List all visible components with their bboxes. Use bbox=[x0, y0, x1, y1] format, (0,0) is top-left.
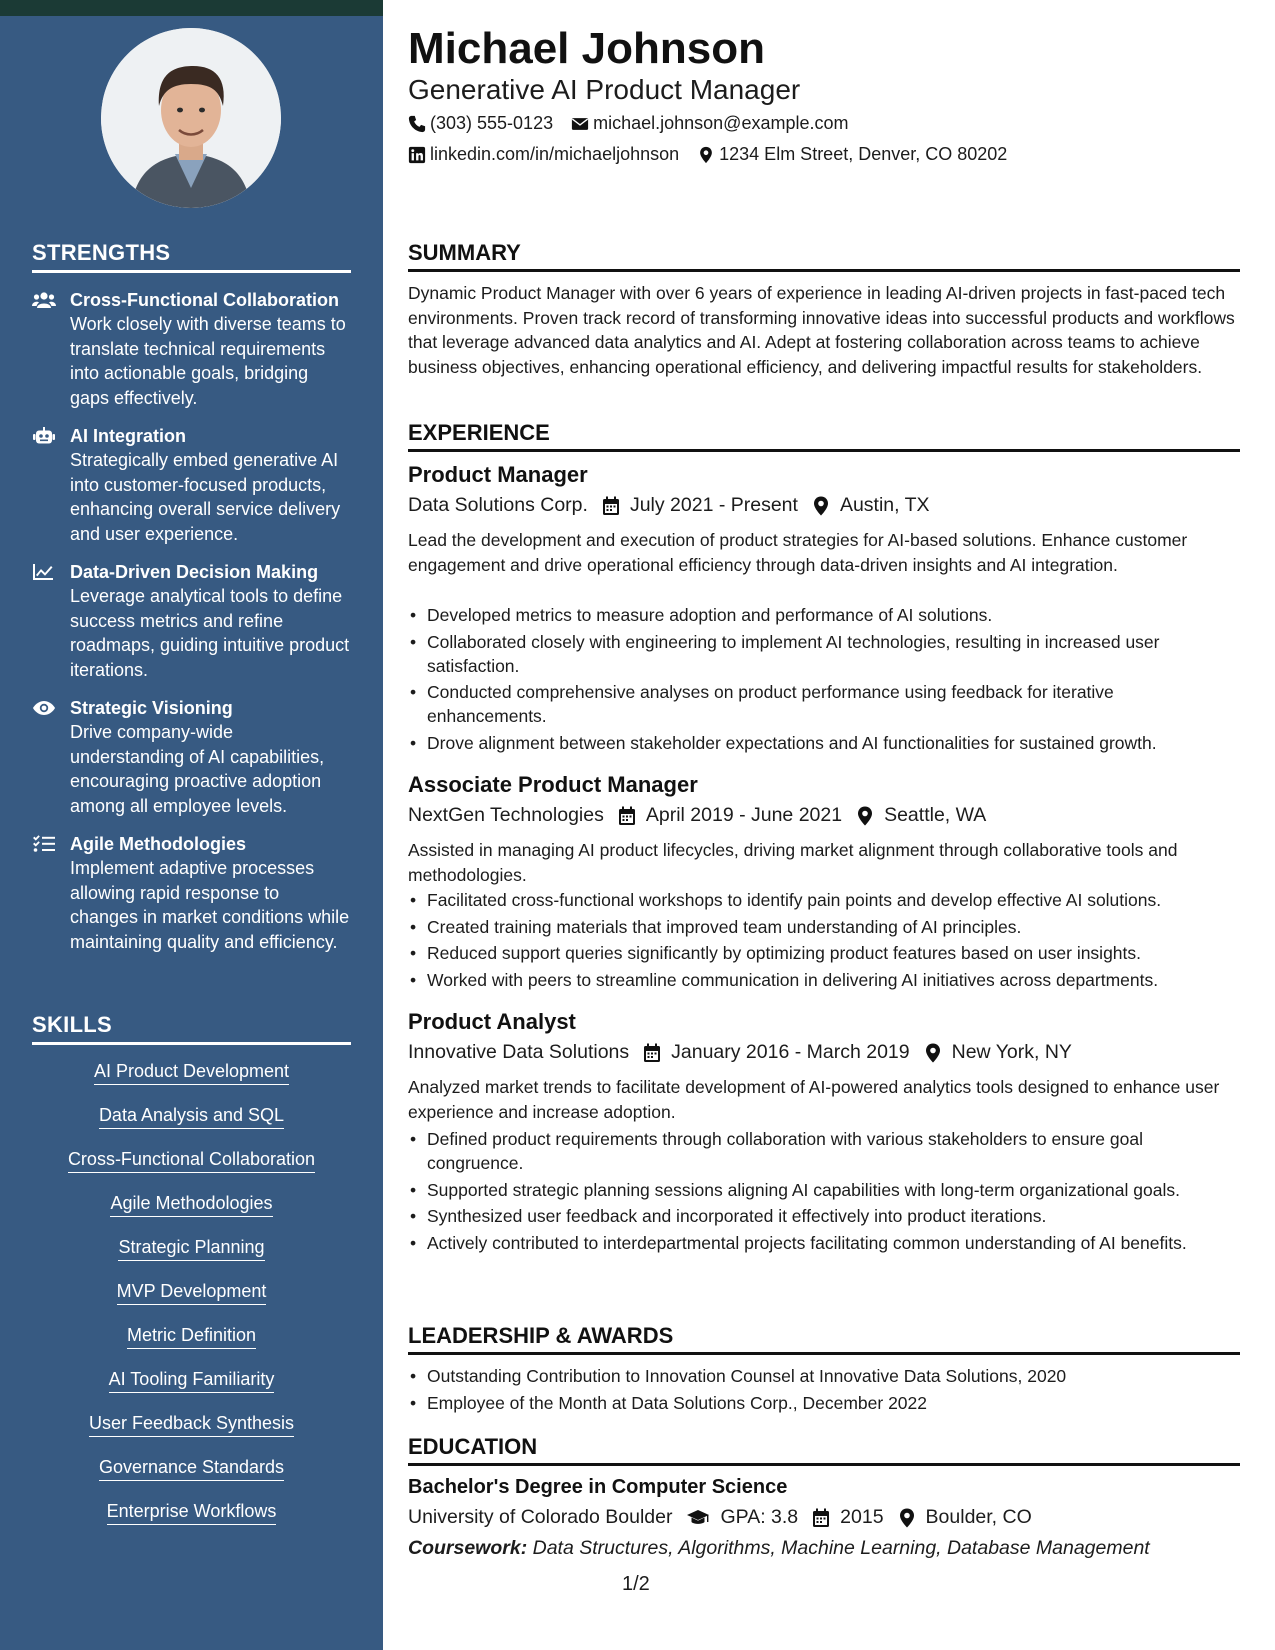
job-dates: April 2019 - June 2021 bbox=[618, 804, 842, 827]
strengths-heading: STRENGTHS bbox=[32, 240, 351, 273]
calendar-icon bbox=[602, 496, 620, 516]
job-description: Assisted in managing AI product lifecycles, driving market alignment through collaborative tools and methodologies. bbox=[408, 840, 1178, 885]
education-heading: EDUCATION bbox=[408, 1434, 1240, 1466]
graduation-year: 2015 bbox=[812, 1506, 883, 1529]
awards-heading: LEADERSHIP & AWARDS bbox=[408, 1323, 1240, 1355]
candidate-title: Generative AI Product Manager bbox=[408, 74, 801, 105]
skill-item: Enterprise Workflows bbox=[32, 1500, 351, 1525]
coursework-label: Coursework: bbox=[408, 1537, 528, 1559]
map-pin-icon bbox=[812, 496, 830, 516]
skill-item: Metric Definition bbox=[32, 1324, 351, 1349]
strength-title: Strategic Visioning bbox=[70, 698, 233, 718]
strength-item bbox=[32, 424, 352, 546]
page-number: 1/2 bbox=[622, 1573, 650, 1595]
strength-title: Data-Driven Decision Making bbox=[70, 562, 319, 582]
job-description: Analyzed market trends to facilitate development of AI-powered analytics tools designed to enhance user experience and increase adoption. bbox=[408, 1077, 1220, 1122]
list-item: • Developed metrics to measure adoption and performance of AI solutions. bbox=[408, 603, 1238, 627]
skill-item: User Feedback Synthesis bbox=[32, 1412, 351, 1437]
summary-heading: SUMMARY bbox=[408, 240, 1240, 272]
job-company: NextGen Technologies bbox=[408, 804, 604, 826]
strength-title: Cross-Functional Collaboration bbox=[70, 290, 340, 310]
list-item: • Drove alignment between stakeholder expectations and AI functionalities for sustained growth. bbox=[408, 731, 1238, 755]
chart-line-icon bbox=[32, 563, 56, 581]
list-item: • Defined product requirements through collaboration with various stakeholders to ensure goal congruence. bbox=[408, 1127, 1238, 1175]
map-pin-icon bbox=[856, 806, 874, 826]
awards-list bbox=[408, 1364, 1238, 1417]
strength-description: Work closely with diverse teams to translate technical requirements into actionable goals, bridging gaps effectively. bbox=[70, 314, 346, 408]
job-company: Innovative Data Solutions bbox=[408, 1041, 630, 1063]
job-title: Product Manager bbox=[408, 462, 588, 487]
strength-item bbox=[32, 560, 352, 682]
linkedin-contact[interactable]: linkedin.com/in/michaeljohnson bbox=[408, 144, 679, 165]
calendar-icon bbox=[812, 1508, 830, 1528]
list-item: • Actively contributed to interdepartmental projects facilitating common understanding of AI benefits. bbox=[408, 1231, 1238, 1255]
sidebar-top-bar bbox=[0, 0, 383, 16]
job-meta bbox=[408, 494, 944, 517]
list-item: • Worked with peers to streamline communication in delivering AI initiatives across departments. bbox=[408, 968, 1238, 992]
strength-description: Drive company-wide understanding of AI capabilities, encouraging proactive adoption among all employee levels. bbox=[70, 722, 325, 816]
school-location: Boulder, CO bbox=[898, 1506, 1032, 1529]
skill-item: Cross-Functional Collaboration bbox=[32, 1148, 351, 1173]
skill-item: MVP Development bbox=[32, 1280, 351, 1305]
list-item: • Supported strategic planning sessions aligning AI capabilities with long-term organizational goals. bbox=[408, 1178, 1238, 1202]
map-pin-icon bbox=[697, 146, 715, 164]
strength-item bbox=[32, 696, 352, 818]
avatar-icon bbox=[101, 28, 281, 208]
coursework bbox=[408, 1537, 1150, 1560]
summary-text: Dynamic Product Manager with over 6 years of experience in leading AI-driven projects in fast-paced tech environments. Proven track record of transforming innovative ideas into successful products and workflows that leverage advanced data analytics and AI. Adept at fostering collaboration across teams to achieve business objectives, enhancing operational efficiency, and delivering impactful results for stakeholders. bbox=[408, 283, 1235, 377]
robot-icon bbox=[32, 427, 56, 445]
list-item: • Reduced support queries significantly by optimizing product features based on user insights. bbox=[408, 941, 1238, 965]
job-location: Austin, TX bbox=[812, 494, 930, 517]
strengths-list bbox=[32, 288, 352, 968]
users-icon bbox=[32, 291, 56, 309]
list-item: • Conducted comprehensive analyses on product performance using feedback for iterative enhancements. bbox=[408, 680, 1238, 728]
list-item: • Employee of the Month at Data Solutions Corp., December 2022 bbox=[408, 1391, 1238, 1415]
candidate-name: Michael Johnson bbox=[408, 24, 765, 73]
email-contact[interactable]: michael.johnson@example.com bbox=[571, 113, 848, 134]
skills-heading: SKILLS bbox=[32, 1012, 351, 1045]
skill-item: AI Tooling Familiarity bbox=[32, 1368, 351, 1393]
phone-icon bbox=[408, 115, 426, 133]
eye-icon bbox=[32, 699, 56, 717]
job-bullets bbox=[408, 1127, 1238, 1257]
job-location: Seattle, WA bbox=[856, 804, 986, 827]
calendar-icon bbox=[618, 806, 636, 826]
graduation-cap-icon bbox=[686, 1508, 710, 1528]
job-company: Data Solutions Corp. bbox=[408, 494, 588, 516]
job-bullets bbox=[408, 603, 1238, 757]
job-meta bbox=[408, 1041, 1086, 1064]
job-meta bbox=[408, 804, 1000, 827]
contact-row-1 bbox=[408, 113, 867, 134]
list-item: • Collaborated closely with engineering to implement AI technologies, resulting in increased user satisfaction. bbox=[408, 630, 1238, 678]
strength-item bbox=[32, 288, 352, 410]
list-check-icon bbox=[32, 835, 56, 853]
experience-heading: EXPERIENCE bbox=[408, 420, 1240, 452]
skill-item: Governance Standards bbox=[32, 1456, 351, 1481]
strength-title: AI Integration bbox=[70, 426, 186, 446]
job-location: New York, NY bbox=[924, 1041, 1072, 1064]
contact-row-2 bbox=[408, 144, 1025, 165]
job-dates: July 2021 - Present bbox=[602, 494, 798, 517]
sidebar bbox=[0, 0, 383, 1650]
profile-photo bbox=[101, 28, 281, 208]
list-item: • Synthesized user feedback and incorporated it effectively into product iterations. bbox=[408, 1204, 1238, 1228]
skill-item: Strategic Planning bbox=[32, 1236, 351, 1261]
gpa: GPA: 3.8 bbox=[686, 1506, 798, 1529]
linkedin-icon bbox=[408, 146, 426, 164]
strength-title: Agile Methodologies bbox=[70, 834, 247, 854]
strength-description: Implement adaptive processes allowing rapid response to changes in market conditions while maintaining quality and efficiency. bbox=[70, 858, 350, 952]
coursework-list: Data Structures, Algorithms, Machine Learning, Database Management bbox=[532, 1537, 1150, 1559]
skill-item: Agile Methodologies bbox=[32, 1192, 351, 1217]
list-item: • Facilitated cross-functional workshops to identify pain points and develop effective AI solutions. bbox=[408, 888, 1238, 912]
address-contact: 1234 Elm Street, Denver, CO 80202 bbox=[697, 144, 1007, 165]
map-pin-icon bbox=[924, 1043, 942, 1063]
strength-description: Leverage analytical tools to define success metrics and refine roadmaps, guiding intuitive product iterations. bbox=[70, 586, 350, 680]
phone-contact: (303) 555-0123 bbox=[408, 113, 553, 134]
job-dates: January 2016 - March 2019 bbox=[643, 1041, 909, 1064]
strength-item bbox=[32, 832, 352, 954]
list-item: • Created training materials that improved team understanding of AI principles. bbox=[408, 915, 1238, 939]
envelope-icon bbox=[571, 115, 589, 133]
map-pin-icon bbox=[898, 1508, 916, 1528]
degree-title: Bachelor's Degree in Computer Science bbox=[408, 1476, 788, 1498]
education-meta bbox=[408, 1506, 1046, 1529]
strength-description: Strategically embed generative AI into customer-focused products, enhancing overall service delivery and user experience. bbox=[70, 450, 341, 544]
skill-item: AI Product Development bbox=[32, 1060, 351, 1085]
calendar-icon bbox=[643, 1043, 661, 1063]
skill-item: Data Analysis and SQL bbox=[32, 1104, 351, 1129]
skills-list bbox=[32, 1060, 351, 1544]
job-description: Lead the development and execution of product strategies for AI-based solutions. Enhance customer engagement and drive operational efficiency through data-driven insights and AI integration. bbox=[408, 530, 1188, 575]
list-item: • Outstanding Contribution to Innovation Counsel at Innovative Data Solutions, 2020 bbox=[408, 1364, 1238, 1388]
job-title: Product Analyst bbox=[408, 1009, 576, 1034]
school-name: University of Colorado Boulder bbox=[408, 1506, 673, 1528]
job-bullets bbox=[408, 888, 1238, 994]
job-title: Associate Product Manager bbox=[408, 772, 698, 797]
